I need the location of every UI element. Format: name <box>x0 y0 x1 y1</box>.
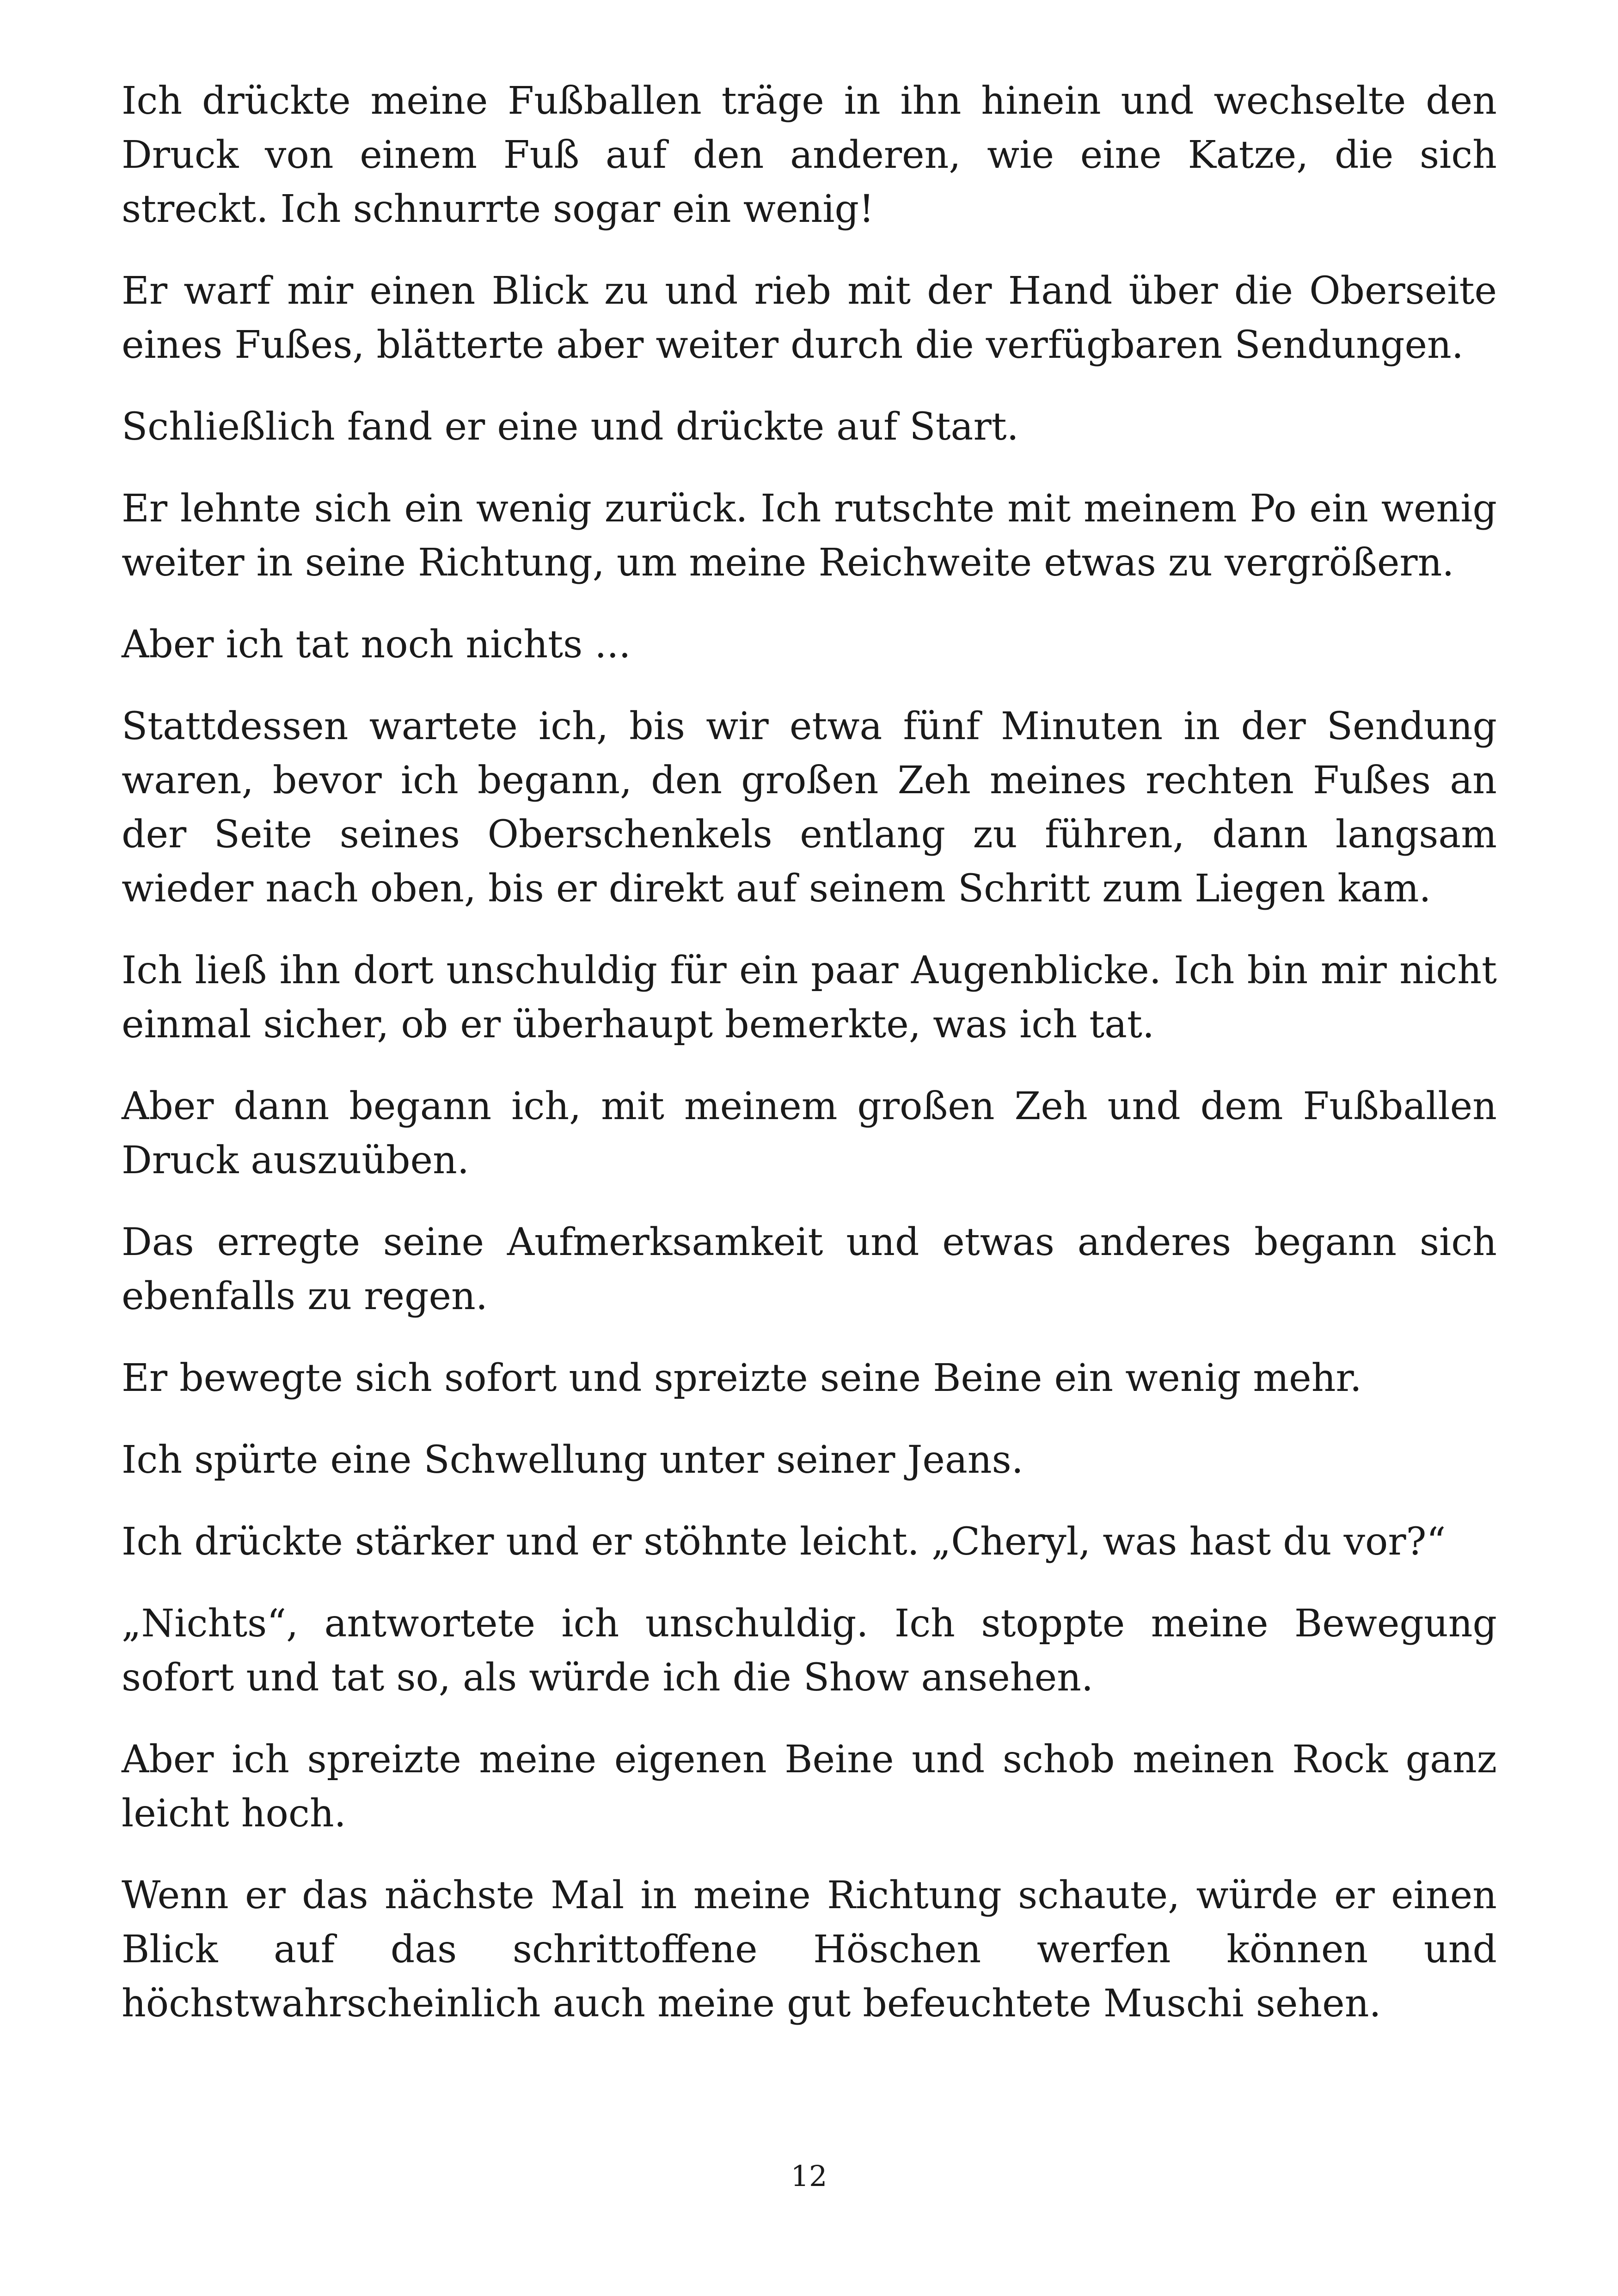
paragraph: Wenn er das nächste Mal in meine Richtung schaute, würde er einen Blick auf das schrittoffene Höschen werfen können und höchstwahrscheinlich auch meine gut befeuchtete Muschi sehen. <box>122 1874 1497 2026</box>
paragraph: Er warf mir einen Blick zu und rieb mit der Hand über die Oberseite eines Fußes, blätterte aber weiter durch die verfügbaren Sendungen. <box>122 269 1497 367</box>
paragraph: Das erregte seine Aufmerksamkeit und etwas anderes begann sich ebenfalls zu regen. <box>122 1220 1497 1318</box>
paragraph: Aber ich spreizte meine eigenen Beine und schob meinen Rock ganz leicht hoch. <box>122 1738 1497 1836</box>
paragraph: Ich drückte meine Fußballen träge in ihn hinein und wechselte den Druck von einem Fuß auf den anderen, wie eine Katze, die sich streckt. Ich schnurrte sogar ein wenig! <box>122 79 1497 231</box>
paragraph: Aber dann begann ich, mit meinem großen Zeh und dem Fußballen Druck auszuüben. <box>122 1084 1497 1182</box>
paragraph: Stattdessen wartete ich, bis wir etwa fünf Minuten in der Sendung waren, bevor ich begann, den großen Zeh meines rechten Fußes an der Seite seines Oberschenkels entlang zu führen, dann langsam wieder nach oben, bis er direkt auf seinem Schritt zum Liegen kam. <box>122 704 1497 911</box>
paragraph: Aber ich tat noch nichts ... <box>122 623 631 667</box>
paragraph: Ich drückte stärker und er stöhnte leicht. „Cheryl, was hast du vor?“ <box>122 1520 1446 1564</box>
paragraph: „Nichts“, antwortete ich unschuldig. Ich stoppte meine Bewegung sofort und tat so, als würde ich die Show ansehen. <box>122 1602 1497 1700</box>
page-body <box>122 74 1497 2058</box>
paragraph: Ich ließ ihn dort unschuldig für ein paar Augenblicke. Ich bin mir nicht einmal sicher, ob er überhaupt bemerkte, was ich tat. <box>122 949 1497 1047</box>
paragraph: Schließlich fand er eine und drückte auf Start. <box>122 405 1019 449</box>
page-number: 12 <box>791 2159 827 2193</box>
paragraph: Er lehnte sich ein wenig zurück. Ich rutschte mit meinem Po ein wenig weiter in seine Richtung, um meine Reichweite etwas zu vergrößern. <box>122 487 1497 585</box>
paragraph: Er bewegte sich sofort und spreizte seine Beine ein wenig mehr. <box>122 1356 1362 1400</box>
paragraph: Ich spürte eine Schwellung unter seiner Jeans. <box>122 1438 1024 1482</box>
